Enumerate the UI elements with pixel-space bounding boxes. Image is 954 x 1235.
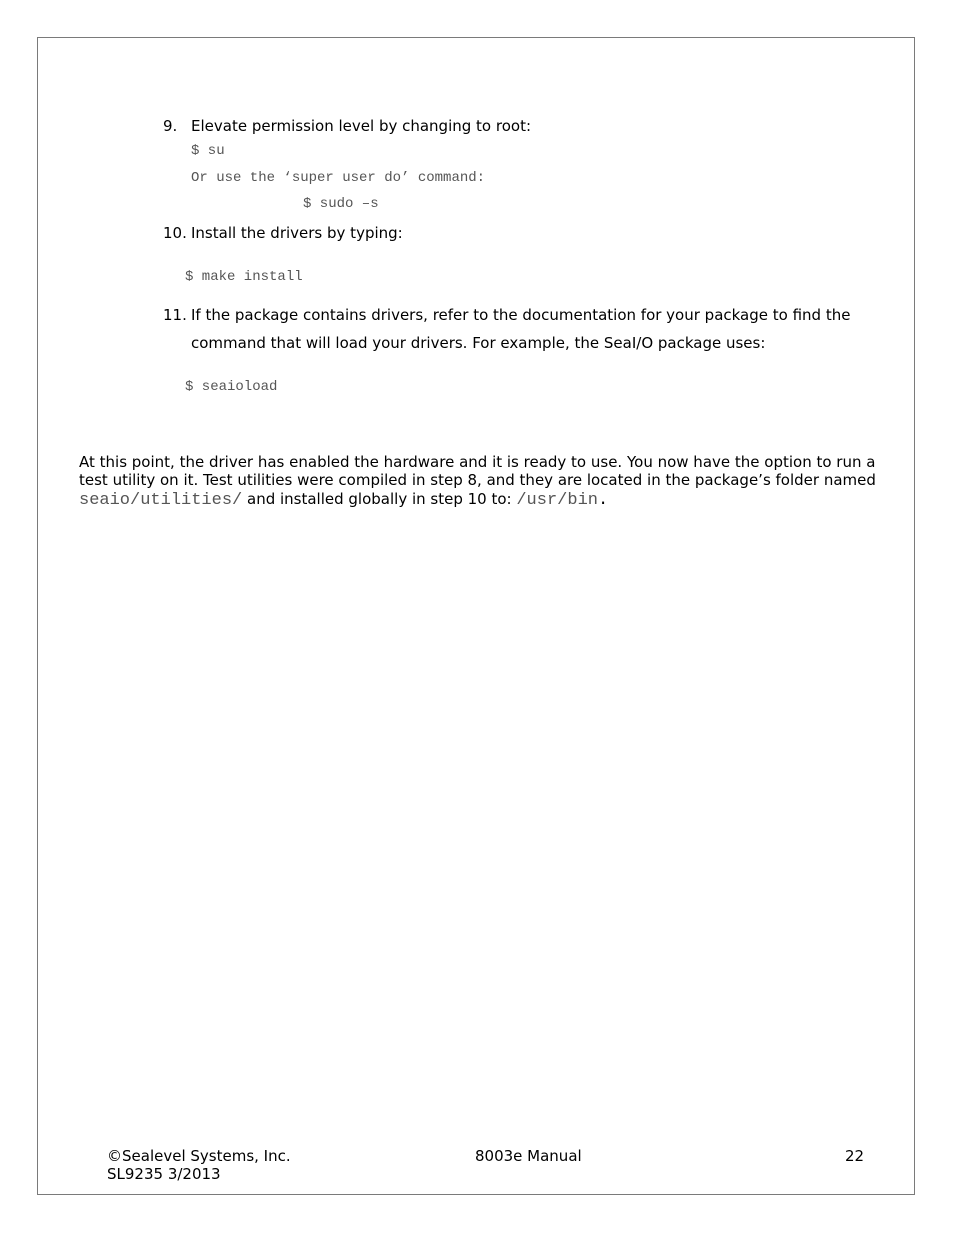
command-note: Or use the ‘super user do’ command: [191, 170, 486, 186]
step-text: Install the drivers by typing: [191, 224, 403, 242]
paragraph-text: and installed globally in step 10 to: [242, 490, 517, 508]
code-path: /usr/bin [516, 491, 598, 510]
page-number: 22 [845, 1147, 865, 1165]
command-line: $ su [191, 143, 225, 159]
step-text: If the package contains drivers, refer to the documentation for your package to find the [191, 306, 851, 324]
footer-company: ©Sealevel Systems, Inc. [107, 1147, 291, 1165]
step-text: command that will load your drivers. For example, the SeaI/O package uses: [191, 334, 766, 352]
code-path: seaio/utilities/ [79, 491, 243, 510]
body-paragraph [79, 453, 876, 511]
step-text: Elevate permission level by changing to root: [191, 117, 531, 135]
command-line: $ make install [185, 269, 303, 285]
command-line: $ seaioload [185, 379, 278, 395]
footer-manual-title: 8003e Manual [475, 1147, 582, 1165]
command-line: $ sudo –s [303, 196, 379, 212]
page-border [37, 37, 915, 1195]
step-number: 11. [163, 306, 187, 324]
footer-docnum: SL9235 3/2013 [107, 1165, 221, 1183]
paragraph-line: At this point, the driver has enabled the hardware and it is ready to use. You now have the option to run a [79, 453, 876, 471]
step-number: 10. [163, 224, 187, 242]
step-number: 9. [163, 117, 178, 135]
paragraph-line: test utility on it. Test utilities were compiled in step 8, and they are located in the package’s folder named [79, 471, 876, 489]
paragraph-text: . [597, 491, 609, 510]
paragraph-line [79, 489, 876, 511]
